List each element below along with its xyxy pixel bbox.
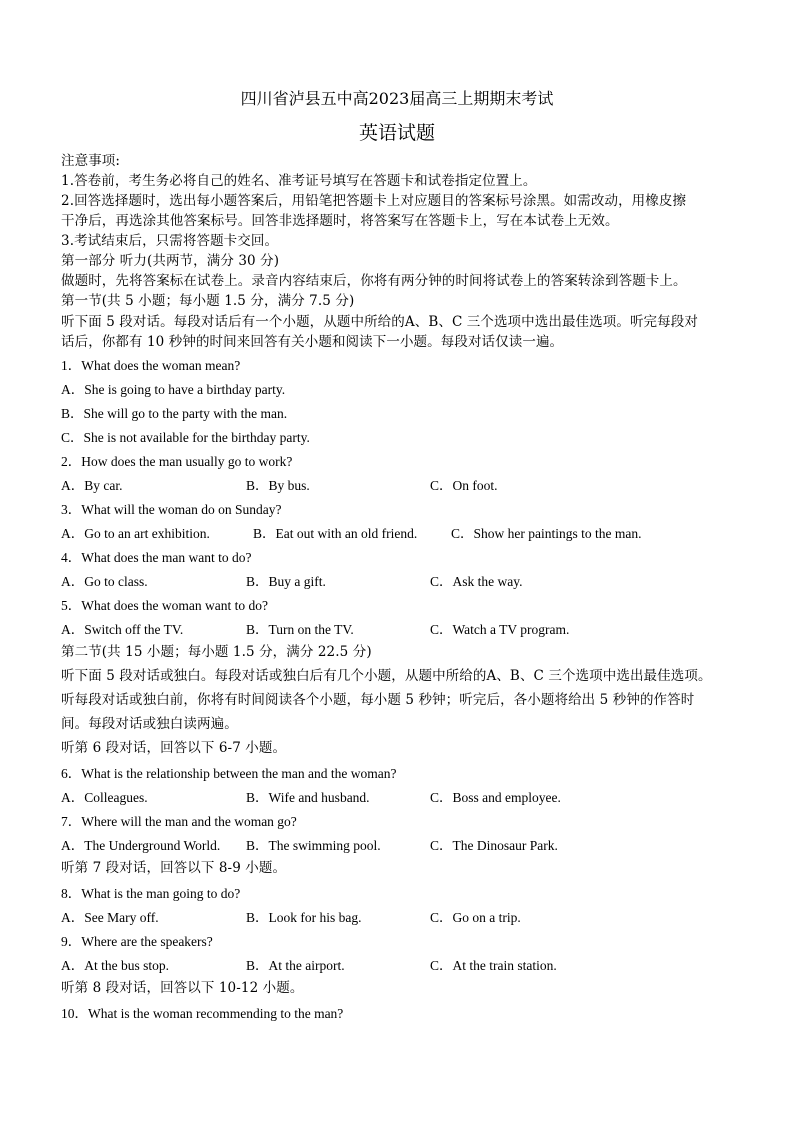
section2-instruction-line-1: 听下面 5 段对话或独白。每段对话或独白后有几个小题，从题中所给的A、B、C 三个选项中选出最佳选项。 bbox=[61, 668, 712, 684]
note-1: 1.答卷前，考生务必将自己的姓名、准考证号填写在答题卡和试卷指定位置上。 bbox=[61, 173, 537, 189]
question-8: 8．What is the man going to do? bbox=[61, 886, 241, 901]
question-9-option-b: B．At the airport. bbox=[246, 958, 345, 973]
question-4: 4．What does the man want to do? bbox=[61, 550, 252, 565]
section2-instruction-line-2: 听每段对话或独白前，你将有时间阅读各个小题，每小题 5 秒钟；听完后，各小题将给出 5 秒钟的作答时 bbox=[61, 692, 695, 708]
part1-heading: 第一部分 听力(共两节，满分 30 分) bbox=[61, 253, 280, 269]
question-3-option-b: B．Eat out with an old friend. bbox=[253, 526, 418, 541]
note-3: 3.考试结束后，只需将答题卡交回。 bbox=[61, 233, 279, 249]
question-10: 10．What is the woman recommending to the man? bbox=[61, 1006, 344, 1021]
question-2-option-a: A．By car. bbox=[61, 478, 123, 493]
question-8-option-b: B．Look for his bag. bbox=[246, 910, 362, 925]
note-2-line-1: 2.回答选择题时，选出每小题答案后，用铅笔把答题卡上对应题目的答案标号涂黑。如需改动，用橡皮擦 bbox=[61, 193, 687, 209]
question-2-option-b: B．By bus. bbox=[246, 478, 310, 493]
question-5-option-a: A．Switch off the TV. bbox=[61, 622, 184, 637]
question-5-option-c: C．Watch a TV program. bbox=[430, 622, 570, 637]
question-4-option-b: B．Buy a gift. bbox=[246, 574, 326, 589]
question-9-option-c: C．At the train station. bbox=[430, 958, 557, 973]
question-4-option-a: A．Go to class. bbox=[61, 574, 148, 589]
subject-title: 英语试题 bbox=[358, 122, 435, 144]
part1-instruction: 做题时，先将答案标在试卷上。录音内容结束后，你将有两分钟的时间将试卷上的答案转涂到答题卡上。 bbox=[61, 273, 687, 289]
question-9-option-a: A．At the bus stop. bbox=[61, 958, 169, 973]
question-6-option-a: A．Colleagues. bbox=[61, 790, 148, 805]
question-8-option-c: C．Go on a trip. bbox=[430, 910, 521, 925]
question-2-option-c: C．On foot. bbox=[430, 478, 498, 493]
section1-heading: 第一节(共 5 小题；每小题 1.5 分，满分 7.5 分) bbox=[61, 293, 355, 309]
question-8-option-a: A．See Mary off. bbox=[61, 910, 159, 925]
section1-instruction-line-2: 话后，你都有 10 秒钟的时间来回答有关小题和阅读下一小题。每段对话仅读一遍。 bbox=[61, 334, 564, 350]
question-7-option-b: B．The swimming pool. bbox=[246, 838, 381, 853]
question-9: 9．Where are the speakers? bbox=[61, 934, 213, 949]
question-3-option-a: A．Go to an art exhibition. bbox=[61, 526, 210, 541]
question-6-option-b: B．Wife and husband. bbox=[246, 790, 370, 805]
question-7: 7．Where will the man and the woman go? bbox=[61, 814, 297, 829]
question-7-option-c: C．The Dinosaur Park. bbox=[430, 838, 558, 853]
question-2: 2．How does the man usually go to work? bbox=[61, 454, 293, 469]
question-1-option-b: B．She will go to the party with the man. bbox=[61, 406, 288, 421]
question-4-option-c: C．Ask the way. bbox=[430, 574, 523, 589]
question-5: 5．What does the woman want to do? bbox=[61, 598, 268, 613]
section2-heading: 第二节(共 15 小题；每小题 1.5 分，满分 22.5 分) bbox=[61, 644, 372, 660]
question-1-option-a: A．She is going to have a birthday party. bbox=[61, 382, 286, 397]
note-2-line-2: 干净后，再选涂其他答案标号。回答非选择题时，将答案写在答题卡上，写在本试卷上无效。 bbox=[61, 213, 619, 229]
question-3-option-c: C．Show her paintings to the man. bbox=[451, 526, 642, 541]
dialogue-8-prompt: 听第 8 段对话，回答以下 10-12 小题。 bbox=[61, 980, 304, 996]
section2-instruction-line-3: 间。每段对话或独白读两遍。 bbox=[61, 716, 238, 732]
question-7-option-a: A．The Underground World. bbox=[61, 838, 221, 853]
dialogue-6-prompt: 听第 6 段对话，回答以下 6-7 小题。 bbox=[61, 740, 287, 756]
question-6: 6．What is the relationship between the man and the woman? bbox=[61, 766, 397, 781]
question-1: 1．What does the woman mean? bbox=[61, 358, 241, 373]
question-6-option-c: C．Boss and employee. bbox=[430, 790, 561, 805]
section1-instruction-line-1: 听下面 5 段对话。每段对话后有一个小题，从题中所给的A、B、C 三个选项中选出最佳选项。听完每段对 bbox=[61, 314, 698, 330]
exam-title: 四川省泸县五中高2023届高三上期期末考试 bbox=[240, 89, 554, 108]
question-5-option-b: B．Turn on the TV. bbox=[246, 622, 354, 637]
question-3: 3．What will the woman do on Sunday? bbox=[61, 502, 282, 517]
notes-heading: 注意事项: bbox=[61, 153, 121, 169]
question-1-option-c: C．She is not available for the birthday party. bbox=[61, 430, 310, 445]
dialogue-7-prompt: 听第 7 段对话，回答以下 8-9 小题。 bbox=[61, 860, 287, 876]
